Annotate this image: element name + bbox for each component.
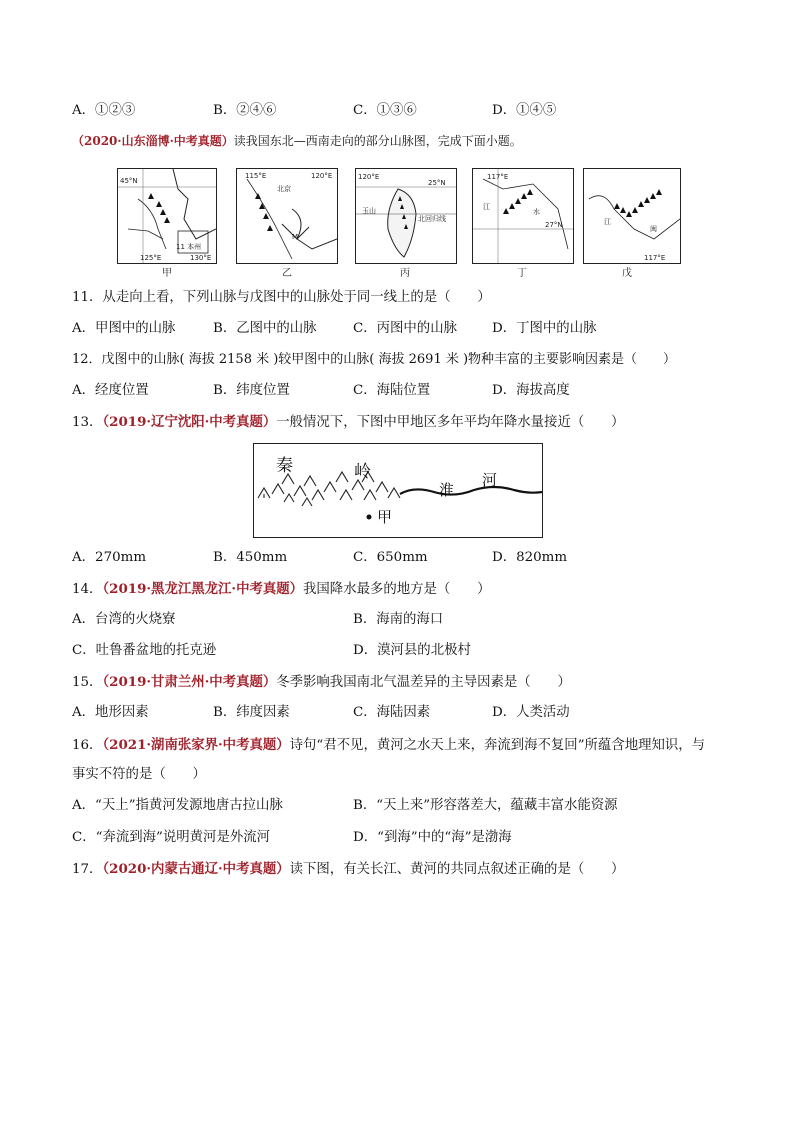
q17-source: （2020·内蒙古通辽·中考真题） <box>102 861 290 877</box>
q16-option-b: B．“天上来”形容落差大，蕴藏丰富水能资源 <box>353 798 618 813</box>
map-yi <box>236 168 338 264</box>
label-qin: 秦 <box>276 456 293 476</box>
qinling-huaihe-figure <box>253 443 543 538</box>
q14-option-b: B．海南的海口 <box>353 612 444 627</box>
q13-source: （2019·辽宁沈阳·中考真题） <box>102 414 277 430</box>
map-ding <box>472 168 574 264</box>
q10-option-b: B．②④⑥ <box>213 103 277 118</box>
q16-stem <box>72 736 705 755</box>
group-intro-source: （2020·山东淄博·中考真题） <box>72 134 234 148</box>
q13-option-d: D．820mm <box>492 550 568 565</box>
label-he: 河 <box>482 471 498 489</box>
map-jia-text-4: 130°E <box>190 254 212 262</box>
group-intro <box>72 132 522 150</box>
huaihe-river <box>400 487 542 495</box>
q15-option-d: D．人类活动 <box>492 705 570 720</box>
map-bing-text-3: 玉山 <box>362 207 376 215</box>
q16-source: （2021·湖南张家界·中考真题） <box>102 737 290 753</box>
q14-source: （2019·黑龙江黑龙江·中考真题） <box>102 581 304 597</box>
label-huai: 淮 <box>439 481 455 499</box>
map-ding-text-3: 江 <box>483 203 490 211</box>
q13-number: 13． <box>72 415 103 430</box>
q13-text: 一般情况下，下图中甲地区多年平均年降水量接近（ ） <box>276 415 625 430</box>
q16-text: 诗句“君不见，黄河之水天上来，奔流到海不复回”所蕴含地理知识，与 <box>289 738 706 753</box>
map-yi-text-1: 115°E <box>245 172 267 180</box>
q17-stem <box>72 860 624 879</box>
label-ling: 岭 <box>354 462 371 482</box>
map-ding-text-1: 117°E <box>487 173 509 181</box>
group-intro-text: 读我国东北—西南走向的部分山脉图，完成下面小题。 <box>233 134 522 148</box>
q10-option-a: A．①②③ <box>72 103 136 118</box>
q15-text: 冬季影响我国南北气温差异的主导因素是（ ） <box>276 675 571 690</box>
map-bing-text-4: 北回归线 <box>418 215 446 223</box>
q17-number: 17． <box>72 862 103 877</box>
q16-option-a: A．“天上”指黄河发源地唐古拉山脉 <box>72 798 283 813</box>
map-ding-text-4: 水 <box>533 208 540 216</box>
label-jia: 甲 <box>377 508 393 526</box>
q12-option-a: A．经度位置 <box>72 383 149 398</box>
map-yi-text-3: 北京 <box>277 185 291 193</box>
map-wu-text-2: 江 <box>604 218 611 226</box>
q16-option-d: D．“到海”中的“海”是渤海 <box>353 830 512 845</box>
q15-stem <box>72 673 571 692</box>
q15-option-a: A．地形因素 <box>72 705 149 720</box>
q11-option-c: C．丙图中的山脉 <box>353 321 457 336</box>
map-yi-text-4: M <box>292 233 299 241</box>
map-jia-text-1: 45°N <box>120 177 138 185</box>
map-yi-label: 乙 <box>282 268 292 279</box>
map-bing-label: 丙 <box>400 268 410 279</box>
q13-option-c: C．650mm <box>353 550 428 565</box>
q14-number: 14． <box>72 582 103 597</box>
map-wu-text-1: 117°E <box>644 254 666 262</box>
q15-option-b: B．纬度因素 <box>213 705 290 720</box>
q12-option-b: B．纬度位置 <box>213 383 290 398</box>
q15-number: 15． <box>72 675 103 690</box>
q11-option-b: B．乙图中的山脉 <box>213 321 317 336</box>
q11-option-d: D．丁图中的山脉 <box>492 321 597 336</box>
q16-number: 16． <box>72 738 103 753</box>
q12-option-d: D．海拔高度 <box>492 383 570 398</box>
q13-option-a: A．270mm <box>72 550 147 565</box>
map-bing <box>355 168 457 264</box>
q11-option-a: A．甲图中的山脉 <box>72 321 176 336</box>
map-jia-text-3: 125°E <box>140 254 162 262</box>
mountain-maps-figure <box>117 168 679 278</box>
map-ding-text-2: 27°N <box>545 221 563 229</box>
q12-option-c: C．海陆位置 <box>353 383 431 398</box>
map-wu <box>583 168 681 264</box>
q17-text: 读下图，有关长江、黄河的共同点叙述正确的是（ ） <box>289 862 625 877</box>
q14-option-a: A．台湾的火烧寮 <box>72 612 176 627</box>
q11-stem: 11．从走向上看，下列山脉与戊图中的山脉处于同一线上的是（ ） <box>72 290 491 305</box>
mountain-symbols <box>258 472 400 506</box>
q12-stem: 12．戊图中的山脉( 海拔 2158 米 )较甲图中的山脉( 海拔 2691 米 )物种丰富的主要影响因素是（ ） <box>72 352 677 367</box>
map-wu-text-3: 闽 <box>650 225 657 233</box>
q10-option-c: C．①③⑥ <box>353 103 417 118</box>
q15-option-c: C．海陆因素 <box>353 705 431 720</box>
q13-option-b: B．450mm <box>213 550 288 565</box>
q14-text: 我国降水最多的地方是（ ） <box>303 582 491 597</box>
map-bing-text-2: 25°N <box>428 179 446 187</box>
map-yi-text-2: 120°E <box>311 172 333 180</box>
q16-option-c: C．“奔流到海”说明黄河是外流河 <box>72 830 271 845</box>
q16-stem-line2: 事实不符的是（ ） <box>72 767 206 782</box>
point-jia <box>367 515 372 520</box>
map-jia-label: 甲 <box>162 268 172 279</box>
map-wu-label: 戊 <box>622 268 632 279</box>
q14-option-c: C．吐鲁番盆地的托克逊 <box>72 643 217 658</box>
map-jia-text-2: 11 本州 <box>176 243 202 251</box>
q15-source: （2019·甘肃兰州·中考真题） <box>102 674 277 690</box>
q10-option-d: D．①④⑤ <box>492 103 557 118</box>
q14-stem <box>72 580 491 599</box>
q13-stem <box>72 413 624 432</box>
map-bing-text-1: 120°E <box>358 173 380 181</box>
map-ding-label: 丁 <box>517 268 527 279</box>
map-jia <box>117 168 217 264</box>
q14-option-d: D．漠河县的北极村 <box>353 643 471 658</box>
